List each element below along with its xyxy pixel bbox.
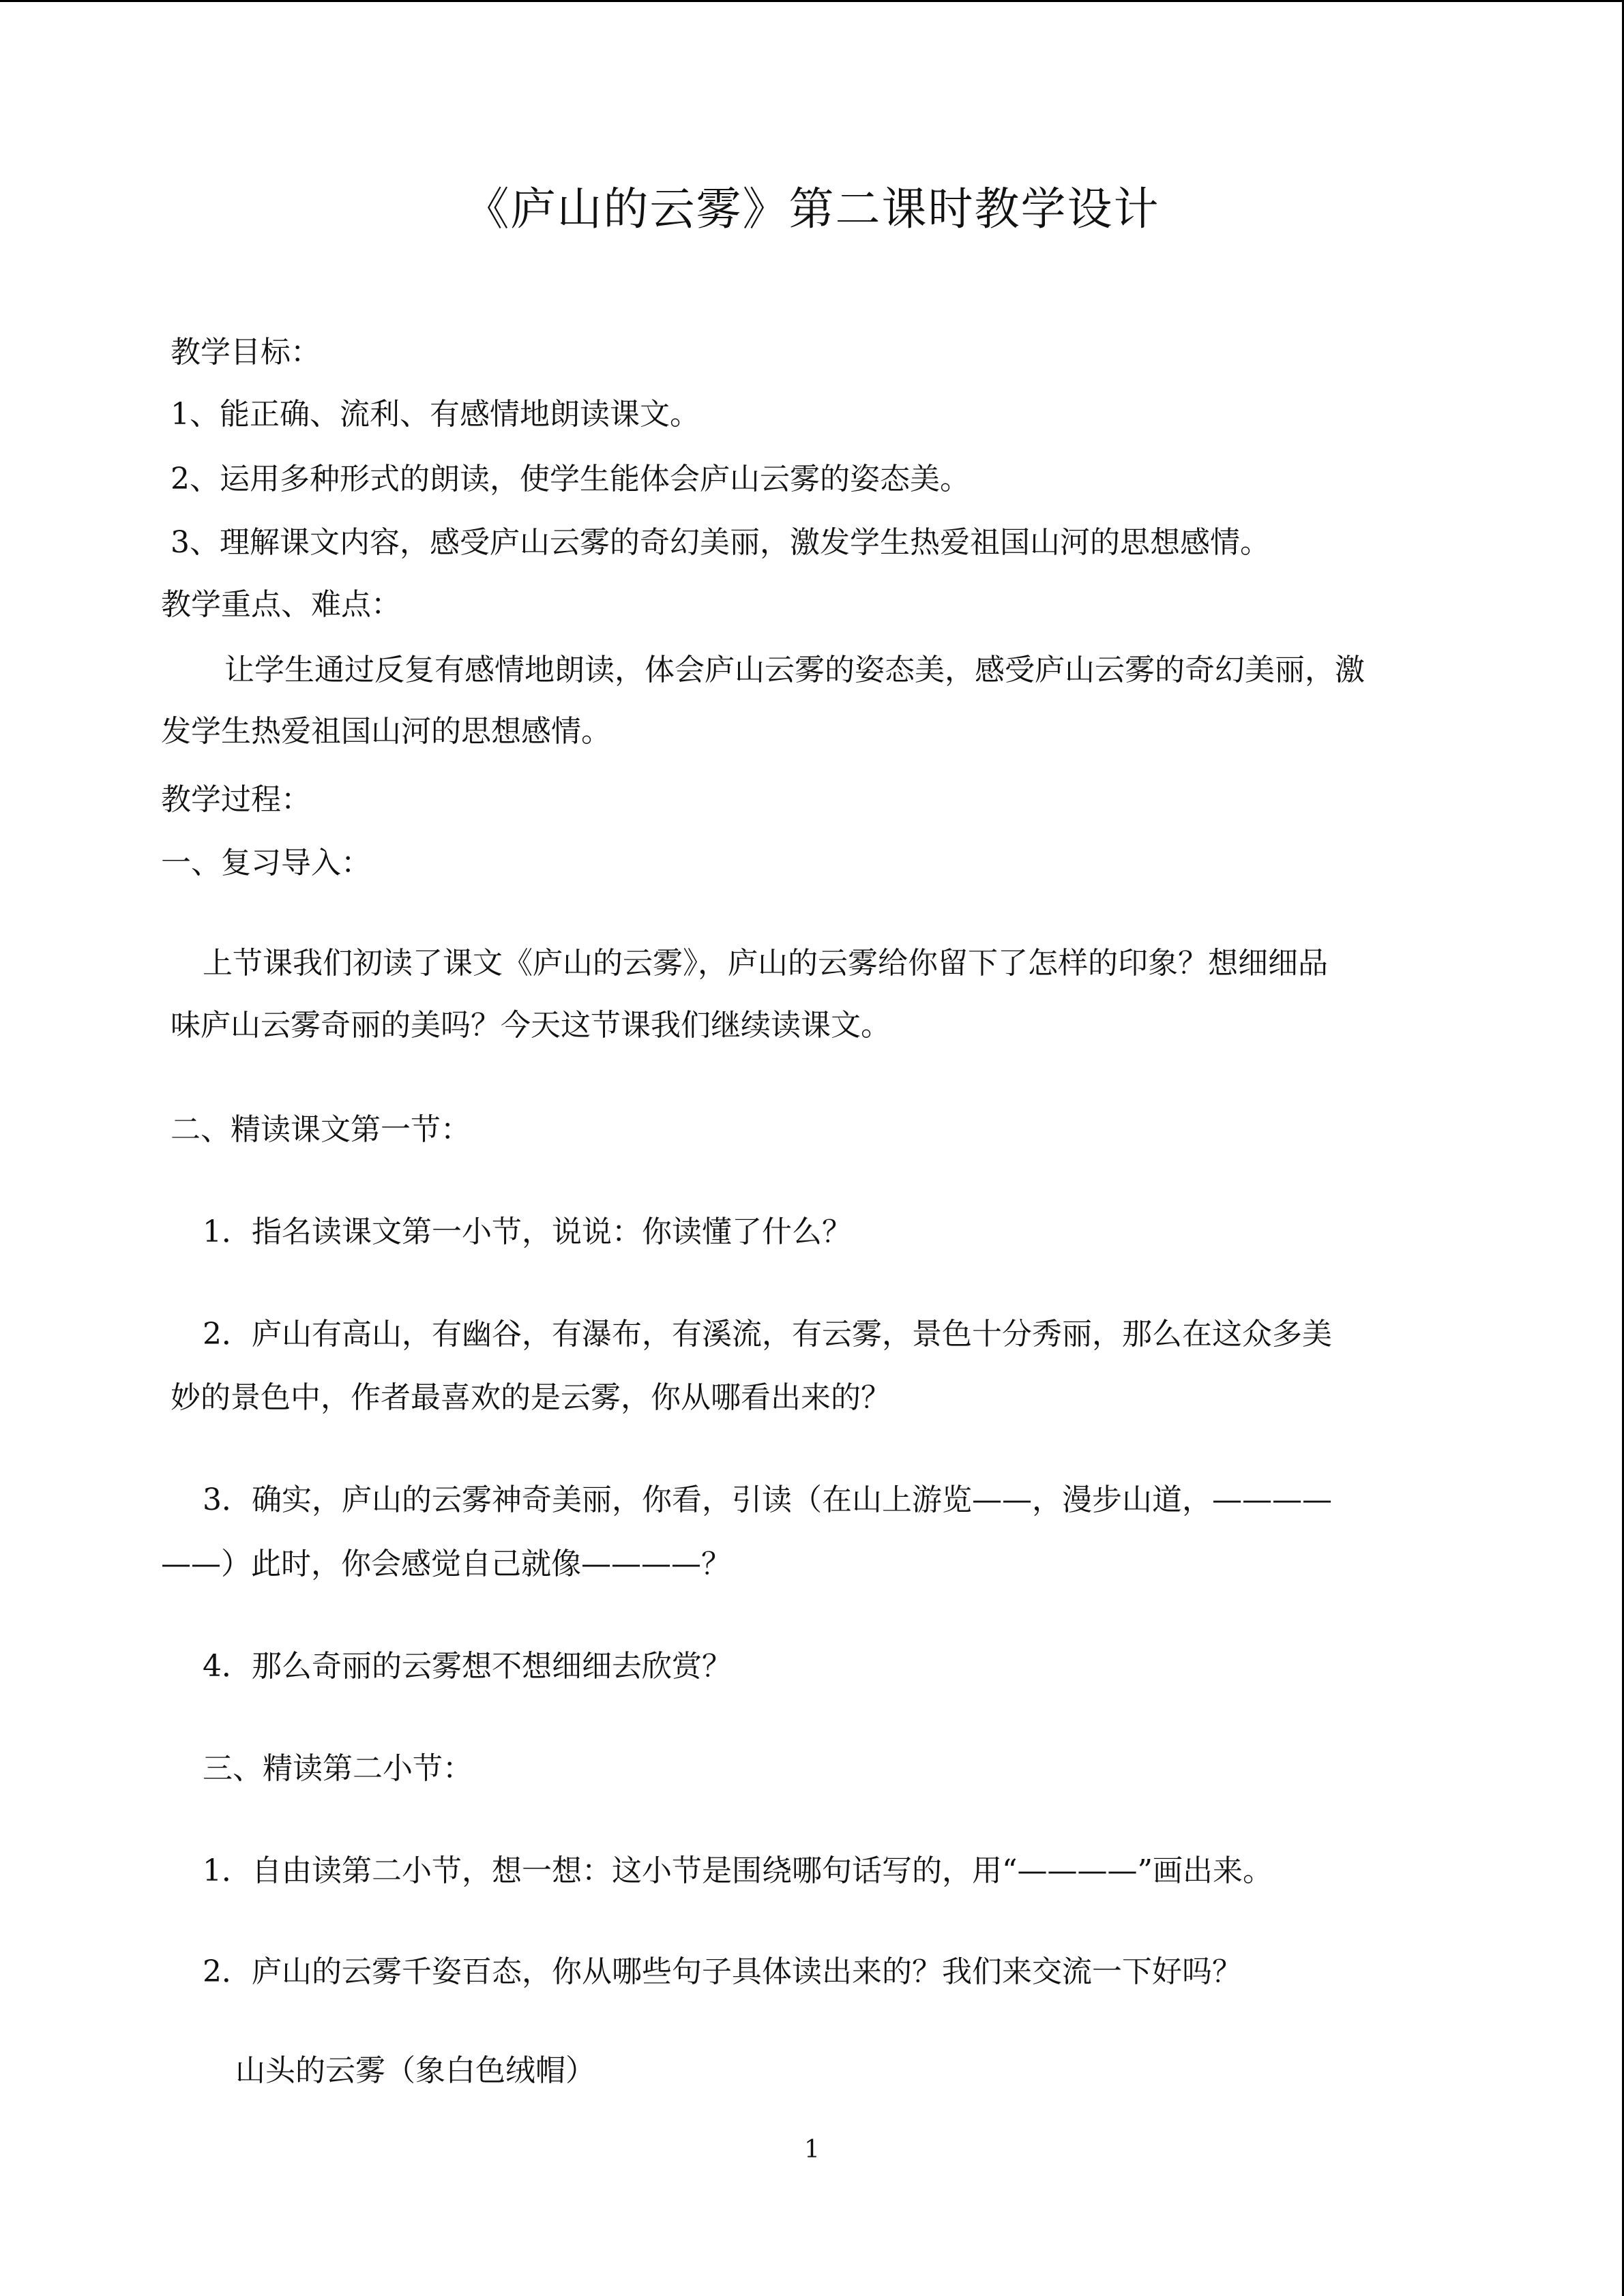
- section-heading-objectives: 教学目标：: [171, 335, 321, 370]
- page-number: 1: [804, 2136, 820, 2164]
- part-3-example-line: 山头的云雾（象白色绒帽）: [235, 2053, 595, 2088]
- objective-1: 1、能正确、流利、有感情地朗读课文。: [171, 397, 700, 432]
- key-points-text-line-1: 让学生通过反复有感情地朗读，体会庐山云雾的姿态美，感受庐山云雾的奇幻美丽，激: [224, 653, 1365, 687]
- review-paragraph-line-2: 味庐山云雾奇丽的美吗？今天这节课我们继续读课文。: [171, 1008, 891, 1043]
- part-3-heading: 三、精读第二小节：: [203, 1751, 473, 1786]
- part-3-item-2: 2．庐山的云雾千姿百态，你从哪些句子具体读出来的？我们来交流一下好吗？: [203, 1954, 1242, 1989]
- part-2-item-3-line-1: 3．确实，庐山的云雾神奇美丽，你看，引读（在山上游览——，漫步山道，————: [203, 1482, 1332, 1517]
- part-2-item-2-line-2: 妙的景色中，作者最喜欢的是云雾，你从哪看出来的？: [171, 1380, 891, 1415]
- objective-3: 3、理解课文内容，感受庐山云雾的奇幻美丽，激发学生热爱祖国山河的思想感情。: [171, 525, 1270, 560]
- objective-2: 2、运用多种形式的朗读，使学生能体会庐山云雾的姿态美。: [171, 462, 970, 496]
- part-2-item-1: 1．指名读课文第一小节，说说：你读懂了什么？: [203, 1214, 852, 1249]
- key-points-text-line-2: 发学生热爱祖国山河的思想感情。: [161, 714, 611, 749]
- section-heading-key-points: 教学重点、难点：: [161, 587, 401, 622]
- part-2-heading: 二、精读课文第一节：: [171, 1112, 471, 1147]
- section-heading-process: 教学过程：: [161, 782, 311, 817]
- part-2-item-2-line-1: 2．庐山有高山，有幽谷，有瀑布，有溪流，有云雾，景色十分秀丽，那么在这众多美: [203, 1317, 1332, 1352]
- page-top-border: [0, 0, 1624, 2]
- document-title: 《庐山的云雾》第二课时教学设计: [464, 183, 1160, 235]
- review-paragraph-line-1: 上节课我们初读了课文《庐山的云雾》，庐山的云雾给你留下了怎样的印象？想细细品: [203, 946, 1328, 981]
- part-1-heading: 一、复习导入：: [161, 846, 371, 880]
- part-2-item-3-line-2: ——）此时，你会感觉自己就像————？: [161, 1547, 731, 1581]
- part-3-item-1: 1．自由读第二小节，想一想：这小节是围绕哪句话写的，用“————”画出来。: [203, 1853, 1273, 1888]
- part-2-item-4: 4．那么奇丽的云雾想不想细细去欣赏？: [203, 1649, 732, 1684]
